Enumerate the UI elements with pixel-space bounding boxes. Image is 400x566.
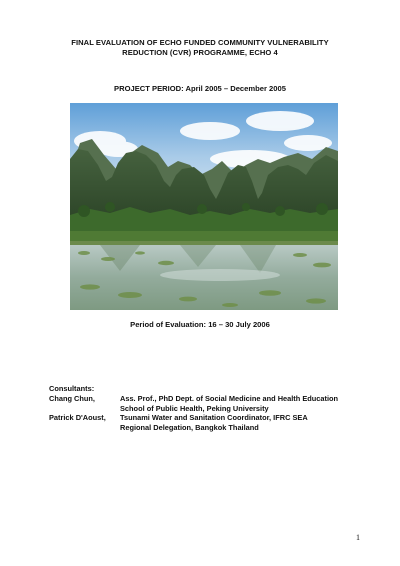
consultants-heading: Consultants: [49,384,95,393]
consultant-name: Patrick D'Aoust, [49,413,106,423]
consultant-affiliation-line: Ass. Prof., PhD Dept. of Social Medicine and Health Education [120,393,339,403]
document-title-line-2: REDUCTION (CVR) PROGRAMME, ECHO 4 [122,48,278,57]
cover-photo [70,103,338,310]
consultant-name: Chang Chun, [49,393,95,403]
document-title-line-1: FINAL EVALUATION OF ECHO FUNDED COMMUNITY VULNERABILITY [71,38,329,47]
consultants-section [49,384,369,433]
project-period: PROJECT PERIOD: April 2005 – December 2005 [114,84,286,93]
consultant-affiliation-line: School of Public Health, Peking University [120,403,269,413]
consultant-row [49,413,369,433]
page-number: 1 [356,533,360,542]
landscape-photo [70,103,338,310]
consultant-affiliation [120,413,369,433]
consultant-row [49,394,369,414]
consultant-affiliation [120,394,369,414]
document-title [40,38,360,58]
evaluation-period: Period of Evaluation: 16 – 30 July 2006 [130,320,270,329]
consultant-affiliation-line: Regional Delegation, Bangkok Thailand [120,423,259,433]
consultant-affiliation-line: Tsunami Water and Sanitation Coordinator, IFRC SEA [120,413,308,423]
